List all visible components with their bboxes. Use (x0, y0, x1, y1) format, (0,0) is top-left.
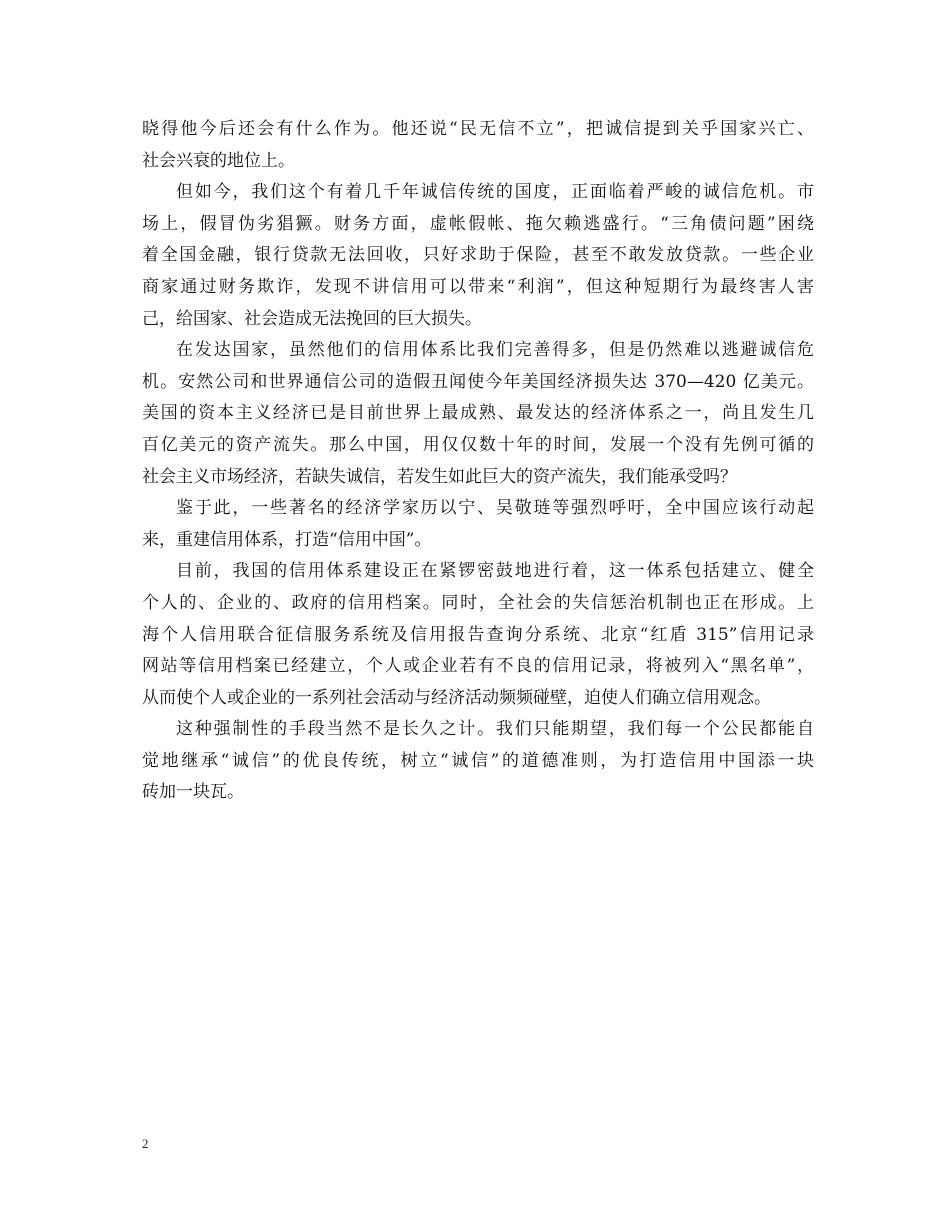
paragraph-line: 着全国金融，银行贷款无法回收，只好求助于保险，甚至不敢发放贷款。一些企业 (142, 245, 814, 266)
paragraph-line: 这种强制性的手段当然不是长久之计。我们只能期望，我们每一个公民都能自 (176, 719, 814, 740)
paragraph (142, 114, 814, 177)
page-number: 2 (142, 1136, 149, 1151)
paragraph-line: 网站等信用档案已经建立，个人或企业若有不良的信用记录，将被列入“黑名单”， (142, 656, 814, 677)
paragraph-line: 场上，假冒伪劣猖獗。财务方面，虚帐假帐、拖欠赖逃盛行。“三角债问题”困绕 (142, 213, 814, 234)
paragraph-line: 目前，我国的信用体系建设正在紧锣密鼓地进行着，这一体系包括建立、健全 (176, 561, 814, 582)
paragraph-line: 海个人信用联合征信服务系统及信用报告查询分系统、北京“红盾 315”信用记录 (142, 624, 814, 645)
paragraph (142, 556, 814, 714)
paragraph-line: 社会主义市场经济，若缺失诚信，若发生如此巨大的资产流失，我们能承受吗？ (142, 466, 737, 487)
paragraph (142, 714, 814, 809)
paragraph-line: 晓得他今后还会有什么作为。他还说“民无信不立”，把诚信提到关乎国家兴亡、 (142, 119, 814, 139)
paragraph-line: 机。安然公司和世界通信公司的造假丑闻使今年美国经济损失达 370—420 亿美元。 (142, 371, 814, 392)
paragraph-line: 百亿美元的资产流失。那么中国，用仅仅数十年的时间，发展一个没有先例可循的 (142, 434, 814, 455)
paragraph-line: 觉地继承“诚信”的优良传统，树立“诚信”的道德准则，为打造信用中国添一块 (142, 750, 814, 771)
paragraph-line: 美国的资本主义经济已是目前世界上最成熟、最发达的经济体系之一，尚且发生几 (142, 403, 814, 424)
paragraph-line: 社会兴衰的地位上。 (142, 150, 295, 171)
paragraph-line: 在发达国家，虽然他们的信用体系比我们完善得多，但是仍然难以逃避诚信危 (176, 340, 814, 361)
paragraph-line: 己，给国家、社会造成无法挽回的巨大损失。 (142, 308, 482, 329)
paragraph-line: 从而使个人或企业的一系列社会活动与经济活动频频碰壁，迫使人们确立信用观念。 (142, 687, 771, 708)
paragraph (142, 493, 814, 556)
paragraph-line: 鉴于此，一些著名的经济学家历以宁、吴敬琏等强烈呼吁，全中国应该行动起 (176, 498, 814, 519)
document-body (142, 114, 814, 809)
paragraph-line: 来，重建信用体系，打造“信用中国”。 (142, 529, 432, 550)
paragraph (142, 335, 814, 493)
paragraph-line: 但如今，我们这个有着几千年诚信传统的国度，正面临着严峻的诚信危机。市 (176, 182, 814, 203)
paragraph-line: 商家通过财务欺诈，发现不讲信用可以带来“利润”，但这种短期行为最终害人害 (142, 276, 814, 297)
paragraph (142, 177, 814, 335)
paragraph-line: 个人的、企业的、政府的信用档案。同时，全社会的失信惩治机制也正在形成。上 (142, 592, 814, 613)
paragraph-line: 砖加一块瓦。 (142, 782, 244, 803)
